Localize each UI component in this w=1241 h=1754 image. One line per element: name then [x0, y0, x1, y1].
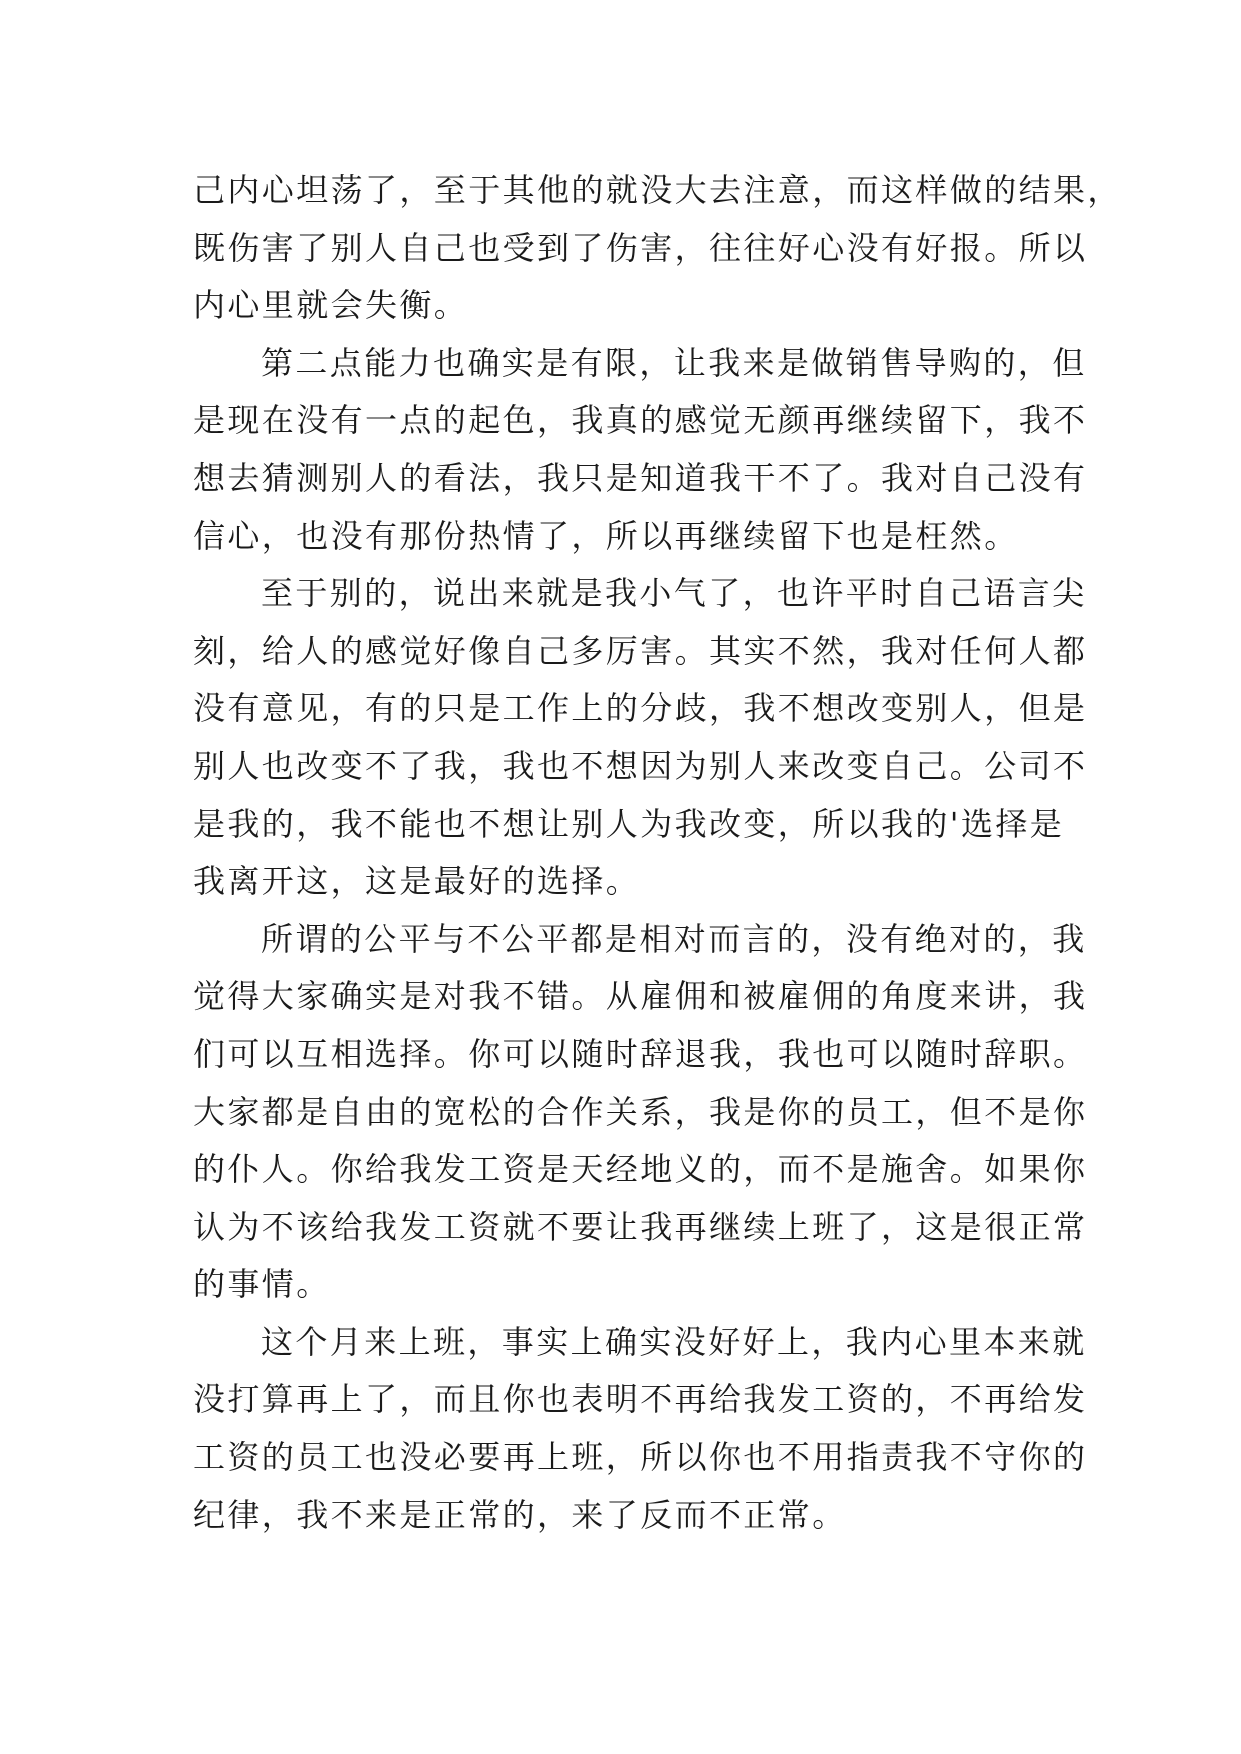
paragraph: [193, 1314, 1088, 1544]
text-line: 想去猜测别人的看法，我只是知道我干不了。我对自己没有: [193, 458, 1088, 497]
text-line: 纪律，我不来是正常的，来了反而不正常。: [193, 1495, 847, 1534]
text-line: 既伤害了别人自己也受到了伤害，往往好心没有好报。所以: [193, 228, 1088, 267]
text-line: 没打算再上了，而且你也表明不再给我发工资的，不再给发: [193, 1380, 1088, 1419]
text-line: 的事情。: [193, 1265, 331, 1304]
text-line: 是我的，我不能也不想让别人为我改变，所以我的'选择是: [193, 804, 1065, 843]
text-line: 工资的员工也没必要再上班，所以你也不用指责我不守你的: [193, 1438, 1088, 1477]
text-line: 己内心坦荡了，至于其他的就没大去注意，而这样做的结果，: [193, 171, 1122, 209]
text-line: 是现在没有一点的起色，我真的感觉无颜再继续留下，我不: [193, 401, 1088, 440]
text-line: 内心里就会失衡。: [193, 286, 469, 325]
paragraph: [193, 162, 1122, 335]
text-line: 别人也改变不了我，我也不想因为别人来改变自己。公司不: [193, 746, 1088, 785]
text-line: 第二点能力也确实是有限，让我来是做销售导购的，但: [261, 343, 1087, 382]
text-line: 所谓的公平与不公平都是相对而言的，没有绝对的，我: [261, 919, 1087, 958]
text-line: 这个月来上班，事实上确实没好好上，我内心里本来就: [261, 1322, 1087, 1361]
text-line: 觉得大家确实是对我不错。从雇佣和被雇佣的角度来讲，我: [193, 977, 1088, 1016]
text-line: 我离开这，这是最好的选择。: [193, 862, 641, 901]
text-line: 至于别的，说出来就是我小气了，也许平时自己语言尖: [261, 574, 1087, 613]
text-line: 信心，也没有那份热情了，所以再继续留下也是枉然。: [193, 516, 1019, 555]
text-line: 的仆人。你给我发工资是天经地义的，而不是施舍。如果你: [193, 1150, 1088, 1189]
text-line: 刻，给人的感觉好像自己多厉害。其实不然，我对任何人都: [193, 631, 1088, 670]
text-line: 认为不该给我发工资就不要让我再继续上班了，这是很正常: [193, 1207, 1088, 1246]
text-line: 大家都是自由的宽松的合作关系，我是你的员工，但不是你: [193, 1092, 1088, 1131]
paragraph: [193, 565, 1088, 911]
text-line: 没有意见，有的只是工作上的分歧，我不想改变别人，但是: [193, 689, 1088, 728]
paragraph: [193, 335, 1088, 565]
paragraph: [193, 911, 1088, 1314]
text-line: 们可以互相选择。你可以随时辞退我，我也可以随时辞职。: [193, 1034, 1088, 1073]
document-body: [193, 162, 1122, 1544]
